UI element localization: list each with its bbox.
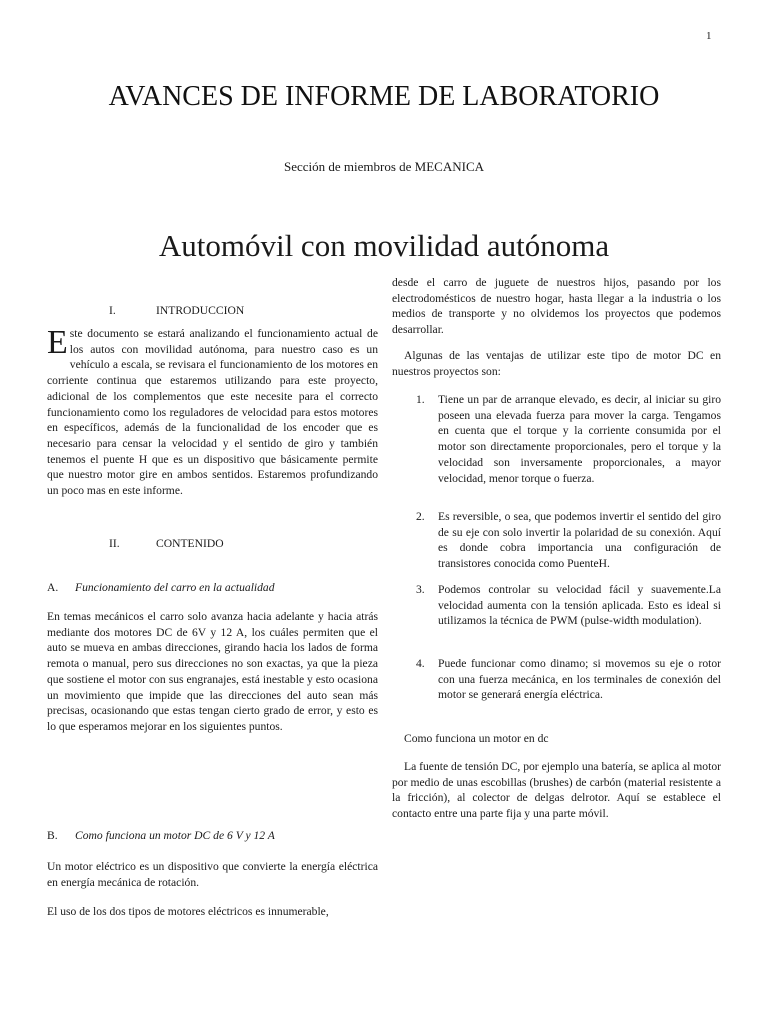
ventajas-intro-paragraph	[392, 348, 721, 379]
subsection-b-text-1: Un motor eléctrico es un dispositivo que convierte la energía eléctrica en energía mecánica de rotación.	[47, 860, 378, 889]
advantages-list-item-3	[392, 582, 721, 629]
subsection-letter: A.	[47, 581, 59, 594]
advantages-list-item-1	[392, 392, 721, 486]
section-number: I.	[109, 304, 116, 317]
intro-paragraph	[47, 326, 378, 499]
list-number: 1.	[416, 393, 425, 406]
subsection-a-paragraph	[47, 609, 378, 735]
como-funciona-paragraph	[392, 759, 721, 822]
subsection-letter: B.	[47, 829, 58, 842]
list-item	[392, 582, 721, 629]
subsection-title: Funcionamiento del carro en la actualidad	[75, 581, 275, 594]
paper-title: Automóvil con movilidad autónoma	[158, 228, 610, 263]
section-title: CONTENIDO	[156, 537, 224, 550]
advantages-list-item-4	[392, 656, 721, 703]
document-title: AVANCES DE INFORME DE LABORATORIO	[108, 81, 660, 112]
subsection-b-text-2: El uso de los dos tipos de motores eléctricos es innumerable,	[47, 905, 329, 918]
subsection-a-text: En temas mecánicos el carro solo avanza hacia adelante y hacia atrás mediante dos motores DC de 6V y 12 A, los cuáles permiten que el auto se mueva en ambas direcciones, girando hacia los lados de forma remota o manual, pero sus direcciones no son exactas, ya que la pieza que sostiene el motor con sus engranajes, está inestable y esto ocasiona un movimiento que impide que las direcciones del auto sean más precisas, ocasionando que estas tengan cierto grado de error, y esto es lo que esperamos mejorar en los siguientes puntos.	[47, 610, 378, 733]
list-item	[392, 509, 721, 572]
list-number: 4.	[416, 657, 425, 670]
subsection-heading-b	[47, 829, 275, 842]
como-funciona-heading-block	[392, 731, 721, 747]
list-item	[392, 656, 721, 703]
list-item	[392, 392, 721, 486]
section-title: INTRODUCCION	[156, 304, 245, 317]
advantages-list-item-2	[392, 509, 721, 572]
list-text: Podemos controlar su velocidad fácil y suavemente.La velocidad aumenta con la tensión aplicada. Esto es ideal si utilizamos la técnica de PWM (pulse-width modulation).	[438, 583, 721, 628]
subsection-title: Como funciona un motor DC de 6 V y 12 A	[75, 829, 275, 842]
list-text: Puede funcionar como dinamo; si movemos su eje o rotor con una fuerza mecánica, en los terminales de conexión del motor se generará energía eléctrica.	[438, 657, 721, 702]
continuation-paragraph	[392, 275, 721, 338]
list-text: Es reversible, o sea, que podemos invertir el sentido del giro de su eje con solo invertir la polaridad de su conexión. Aquí es donde cobra importancia una configuración de transistores conocida como PuenteH.	[438, 510, 721, 571]
intro-text: ste documento se estará analizando el funcionamiento actual de los autos con movilidad autónoma, para nuestro caso es un vehículo a escala, se revisara el funcionamiento de los motores en corriente continua que estaremos utilizando para este proyecto, adicional de los complementos que este necesite para el correcto funcionamiento como los reguladores de velocidad para estos motores en específicos, además de la funcionalidad de los encoder que es necesario para censar la velocidad y el sentido de giro y también tenemos el puente H que es un dispositivo que básicamente permite que nuestro motor gire en ambos sentidos. Estaremos profundizando un poco mas en este informe.	[47, 327, 378, 498]
document-subtitle: Sección de miembros de MECANICA	[283, 159, 485, 174]
list-number: 3.	[416, 583, 425, 596]
section-number: II.	[109, 537, 120, 550]
como-funciona-text: La fuente de tensión DC, por ejemplo una batería, se aplica al motor por medio de unas escobillas (brushes) de carbón (material resistente a la fricción), al colector de delgas delrotor. Aquí se establece el contacto entre una parte fija y una parte móvil.	[392, 760, 721, 821]
list-text: Tiene un par de arranque elevado, es decir, al iniciar su giro poseen una elevada fuerza para mover la carga. Tengamos en cuenta que el torque y la corriente consumida por el motor son directamente proporcionales, pero el torque y la velocidad son inversamente proporcionales, a mayor velocidad, menor torque o fuerza.	[438, 393, 721, 485]
subsection-b-paragraph-2	[47, 904, 378, 920]
ventajas-intro-text: Algunas de las ventajas de utilizar este tipo de motor DC en nuestros proyectos son:	[392, 349, 721, 378]
subsection-heading-a	[47, 581, 275, 594]
page-number: 1	[706, 30, 712, 42]
como-funciona-heading: Como funciona un motor en dc	[404, 732, 549, 745]
drop-cap: E	[47, 324, 68, 361]
continuation-text: desde el carro de juguete de nuestros hijos, pasando por los electrodomésticos de nuestro hogar, hasta llegar a la industria o los medios de transporte y no olvidemos los proyectos que podemos desarrollar.	[392, 276, 721, 337]
subsection-b-paragraph-1	[47, 859, 378, 890]
list-number: 2.	[416, 510, 425, 523]
